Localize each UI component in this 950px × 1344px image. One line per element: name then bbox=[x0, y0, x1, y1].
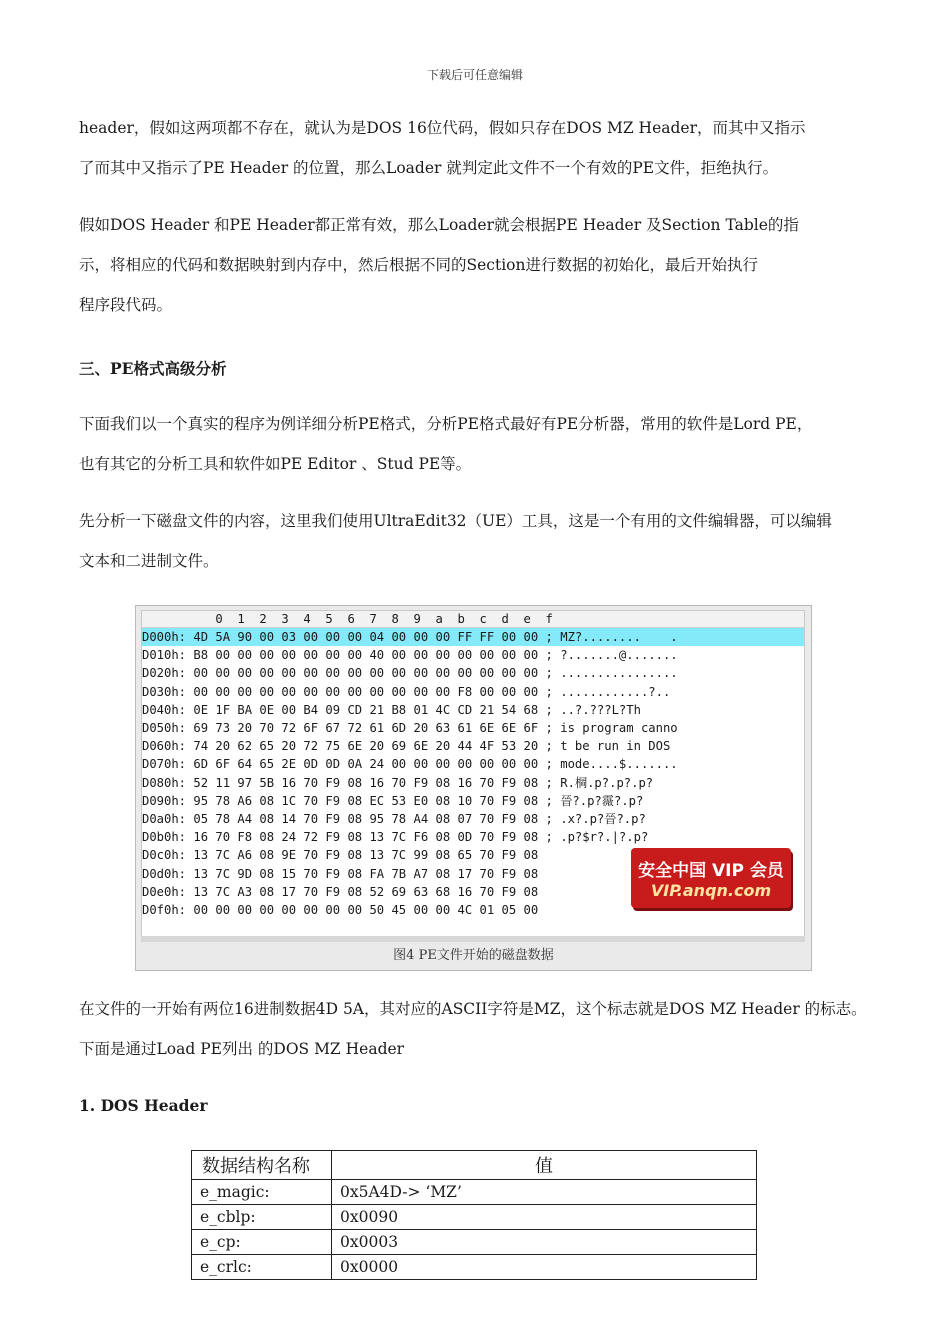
table-row bbox=[192, 1230, 757, 1255]
table-row bbox=[192, 1205, 757, 1230]
hex-row[interactable]: D0a0h: 05 78 A4 08 14 70 F9 08 95 78 A4 08 07 70 F9 08 ; .x?.p?晉?.p? bbox=[142, 812, 646, 826]
table-header-cell: 数据结构名称 bbox=[192, 1151, 332, 1180]
hex-row[interactable]: D020h: 00 00 00 00 00 00 00 00 00 00 00 00 00 00 00 00 ; ................ bbox=[142, 666, 678, 681]
watermark-badge bbox=[631, 848, 791, 908]
table-row bbox=[192, 1180, 757, 1205]
hex-row[interactable]: D030h: 00 00 00 00 00 00 00 00 00 00 00 00 F8 00 00 00 ; ............?.. bbox=[142, 684, 671, 699]
hex-row[interactable]: D050h: 69 73 20 70 72 6F 67 72 61 6D 20 63 61 6E 6E 6F ; is program canno bbox=[142, 721, 678, 735]
paragraph-line: 也有其它的分析工具和软件如PE Editor 、Stud PE等。 bbox=[79, 455, 472, 473]
paragraph-line: 示，将相应的代码和数据映射到内存中，然后根据不同的Section进行数据的初始化，最后开始执行 bbox=[79, 256, 758, 274]
dos-header-table bbox=[191, 1150, 757, 1280]
hex-row[interactable]: D070h: 6D 6F 64 65 2E 0D 0D 0A 24 00 00 00 00 00 00 00 ; mode....$....... bbox=[142, 757, 678, 772]
figure-caption: 图4 PE文件开始的磁盘数据 bbox=[393, 948, 554, 963]
paragraph-line: 下面我们以一个真实的程序为例详细分析PE格式，分析PE格式最好有PE分析器，常用的软件是Lord PE， bbox=[79, 415, 813, 433]
hex-row[interactable]: D040h: 0E 1F BA 0E 00 B4 09 CD 21 B8 01 4C CD 21 54 68 ; ..?.???L?Th bbox=[142, 702, 641, 717]
table-cell: e_crlc: bbox=[192, 1255, 332, 1280]
table-cell: e_cblp: bbox=[192, 1205, 332, 1230]
hex-dump-view bbox=[141, 610, 805, 938]
hex-row-selected[interactable]: D000h: 4D 5A 90 00 03 00 00 00 04 00 00 00 FF FF 00 00 ; MZ?........ . bbox=[142, 628, 805, 646]
watermark-line1: 安全中国 VIP 会员 bbox=[638, 861, 784, 881]
table-cell: 0x0090 bbox=[332, 1205, 757, 1230]
paragraph-line: 程序段代码。 bbox=[79, 296, 173, 314]
table-header-cell: 值 bbox=[332, 1151, 757, 1180]
hex-row[interactable]: D080h: 52 11 97 5B 16 70 F9 08 16 70 F9 08 16 70 F9 08 ; R.棡.p?.p?.p? bbox=[142, 775, 654, 790]
hex-column-header: 0 1 2 3 4 5 6 7 8 9 a b c d e f bbox=[142, 611, 805, 628]
hex-row[interactable]: D0b0h: 16 70 F8 08 24 72 F9 08 13 7C F6 08 0D 70 F9 08 ; .p?$r?.|?.p? bbox=[142, 830, 649, 845]
hex-row[interactable]: D0e0h: 13 7C A3 08 17 70 F9 08 52 69 63 68 16 70 F9 08 bbox=[142, 884, 539, 899]
table-cell: 0x0003 bbox=[332, 1230, 757, 1255]
horizontal-scrollbar[interactable] bbox=[141, 936, 805, 942]
paragraph-line: 假如DOS Header 和PE Header都正常有效，那么Loader就会根据PE Header 及Section Table的指 bbox=[79, 216, 799, 234]
hex-row[interactable]: D0d0h: 13 7C 9D 08 15 70 F9 08 FA 7B A7 08 17 70 F9 08 bbox=[142, 866, 539, 881]
table-cell: 0x0000 bbox=[332, 1255, 757, 1280]
paragraph-line: 文本和二进制文件。 bbox=[79, 552, 219, 570]
subheading: 1. DOS Header bbox=[79, 1096, 208, 1115]
table-header-row bbox=[192, 1151, 757, 1180]
paragraph-line: header，假如这两项都不存在，就认为是DOS 16位代码，假如只存在DOS MZ Header，而其中又指示 bbox=[79, 119, 806, 137]
paragraph-line: 下面是通过Load PE列出 的DOS MZ Header bbox=[79, 1040, 405, 1058]
page-header: 下载后可任意编辑 bbox=[426, 68, 523, 82]
paragraph-line: 在文件的一开始有两位16进制数据4D 5A，其对应的ASCII字符是MZ，这个标志就是DOS MZ Header 的标志。 bbox=[79, 1000, 867, 1018]
table-cell: e_cp: bbox=[192, 1230, 332, 1255]
hex-dump-figure bbox=[135, 605, 812, 971]
hex-row[interactable]: D0c0h: 13 7C A6 08 9E 70 F9 08 13 7C 99 08 65 70 F9 08 bbox=[142, 848, 539, 863]
table-cell: e_magic: bbox=[192, 1180, 332, 1205]
paragraph-line: 了而其中又指示了PE Header 的位置，那么Loader 就判定此文件不一个有效的PE文件，拒绝执行。 bbox=[79, 159, 779, 177]
watermark-line2: VIP.anqn.com bbox=[650, 881, 772, 900]
paragraph-line: 先分析一下磁盘文件的内容，这里我们使用UltraEdit32（UE）工具，这是一个有用的文件编辑器，可以编辑 bbox=[79, 512, 832, 530]
hex-row[interactable]: D010h: B8 00 00 00 00 00 00 00 40 00 00 00 00 00 00 00 ; ?.......@....... bbox=[142, 648, 678, 663]
table-row bbox=[192, 1255, 757, 1280]
hex-row[interactable]: D0f0h: 00 00 00 00 00 00 00 00 50 45 00 00 4C 01 05 00 bbox=[142, 903, 539, 917]
table-cell: 0x5A4D-> ‘MZ’ bbox=[332, 1180, 757, 1205]
hex-row[interactable]: D090h: 95 78 A6 08 1C 70 F9 08 EC 53 E0 08 10 70 F9 08 ; 晉?.p?霺?.p? bbox=[142, 793, 644, 808]
hex-row[interactable]: D060h: 74 20 62 65 20 72 75 6E 20 69 6E 20 44 4F 53 20 ; t be run in DOS bbox=[142, 739, 671, 754]
section-heading: 三、PE格式高级分析 bbox=[79, 359, 227, 378]
